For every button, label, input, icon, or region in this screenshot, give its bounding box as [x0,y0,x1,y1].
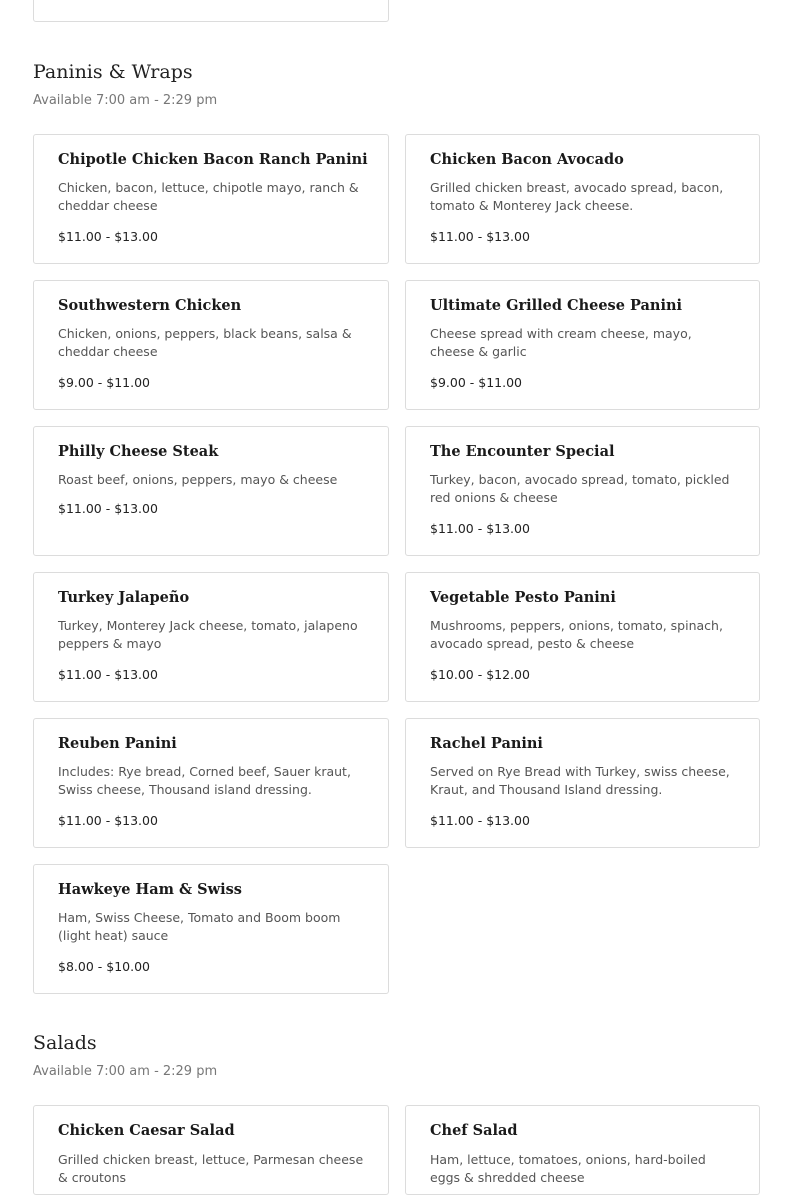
menu-item-description: Chicken, onions, peppers, black beans, salsa & cheddar cheese [58,326,352,359]
menu-item-price: $11.00 - $13.00 [430,229,530,244]
menu-item-name: Chicken Caesar Salad [58,1122,235,1139]
menu-item-description: Ham, lettuce, tomatoes, onions, hard-boiled eggs & shredded cheese [430,1152,706,1185]
menu-item-price: $11.00 - $13.00 [58,229,158,244]
menu-item-card[interactable] [33,134,389,264]
menu-item-description: Grilled chicken breast, avocado spread, bacon, tomato & Monterey Jack cheese. [430,180,724,213]
menu-item-name: Chipotle Chicken Bacon Ranch Panini [58,151,368,168]
menu-item-price: $11.00 - $13.00 [430,813,530,828]
section-availability-salads: Available 7:00 am - 2:29 pm [33,1064,218,1079]
section-title-salads: Salads [33,1032,97,1054]
menu-item-card[interactable] [33,280,389,410]
menu-item-card[interactable] [405,1105,760,1195]
menu-item-price: $11.00 - $13.00 [58,501,158,516]
menu-item-name: The Encounter Special [430,443,615,460]
menu-item-card[interactable] [405,280,760,410]
menu-item-description: Served on Rye Bread with Turkey, swiss cheese, Kraut, and Thousand Island dressing. [430,764,730,797]
menu-item-card[interactable] [405,426,760,556]
menu-item-name: Philly Cheese Steak [58,443,219,460]
menu-item-description: Turkey, bacon, avocado spread, tomato, pickled red onions & cheese [430,472,730,505]
menu-item-card[interactable] [405,134,760,264]
menu-item-name: Southwestern Chicken [58,297,242,314]
menu-item-name: Chicken Bacon Avocado [430,151,624,168]
menu-item-price: $11.00 - $13.00 [430,521,530,536]
menu-item-card[interactable] [33,1105,389,1195]
menu-item-name: Turkey Jalapeño [58,589,190,606]
menu-item-description: Cheese spread with cream cheese, mayo, cheese & garlic [430,326,692,359]
menu-item-name: Rachel Panini [430,735,543,752]
menu-item-card[interactable] [405,572,760,702]
menu-item-name: Reuben Panini [58,735,177,752]
section-availability-paninis-wraps: Available 7:00 am - 2:29 pm [33,93,218,108]
menu-item-description: Ham, Swiss Cheese, Tomato and Boom boom (light heat) sauce [58,910,341,943]
menu-item-price: $8.00 - $10.00 [58,959,150,974]
menu-item-card[interactable] [33,572,389,702]
menu-item-card[interactable] [33,426,389,556]
menu-item-card[interactable] [405,718,760,848]
menu-item-description: Turkey, Monterey Jack cheese, tomato, jalapeno peppers & mayo [58,618,358,651]
menu-item-price: $10.00 - $12.00 [430,667,530,682]
menu-item-price: $9.00 - $11.00 [58,375,150,390]
section-title-paninis-wraps: Paninis & Wraps [33,61,193,83]
menu-item-name: Hawkeye Ham & Swiss [58,881,242,898]
menu-item-description: Includes: Rye bread, Corned beef, Sauer kraut, Swiss cheese, Thousand island dressing. [58,764,351,797]
menu-item-description: Roast beef, onions, peppers, mayo & cheese [58,472,338,487]
menu-item-name: Ultimate Grilled Cheese Panini [430,297,683,314]
menu-item-description: Mushrooms, peppers, onions, tomato, spinach, avocado spread, pesto & cheese [430,618,723,651]
menu-item-card[interactable] [33,864,389,994]
menu-item-name: Chef Salad [430,1122,518,1139]
menu-item-description: Chicken, bacon, lettuce, chipotle mayo, ranch & cheddar cheese [58,180,359,213]
menu-item-price: $9.00 - $11.00 [430,375,522,390]
menu-item-price: $11.00 - $13.00 [58,667,158,682]
menu-item-description: Grilled chicken breast, lettuce, Parmesan cheese & croutons [58,1152,364,1185]
menu-item-card[interactable] [33,718,389,848]
menu-item-price: $11.00 - $13.00 [58,813,158,828]
menu-item-card-partial[interactable] [33,0,389,22]
menu-item-name: Vegetable Pesto Panini [430,589,616,606]
